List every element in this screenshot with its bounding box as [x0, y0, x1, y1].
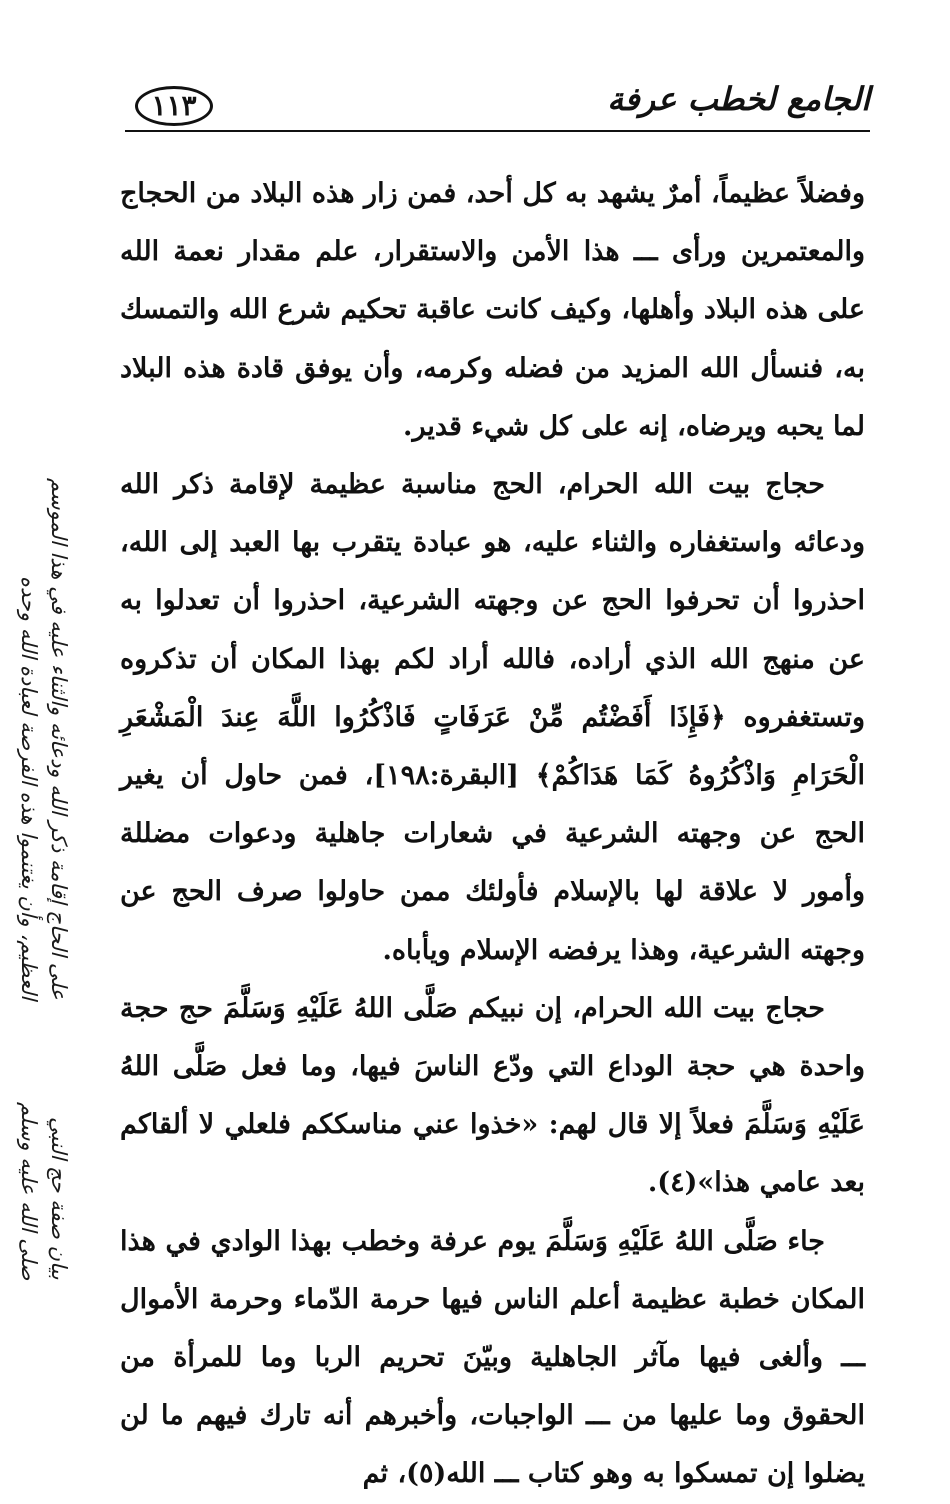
paragraph: جاء صَلَّى اللهُ عَلَيْهِ وَسَلَّمَ يوم عرفة وخطب بهذا الوادي في هذا المكان خطبة عظيمة أعلم الناس فيها حرمة الدّماء وحرمة الأموال ـــ وألغى فيها مآثر الجاهلية وبيّنَ تحريم الربا وما للمرأة من الحقوق وما عليها من ـــ الواجبات، وأخبرهم أنه تارك فيهم ما لن يضلوا إن تمسكوا به وهو كتاب ـــ الله(٥)، ثم: [120, 1225, 865, 1490]
margin-note: [14, 1035, 74, 1280]
margin-note-line: بيان صفة حج النبي: [47, 1117, 71, 1280]
main-text: [120, 165, 865, 1504]
page-number: ١١٣: [135, 86, 213, 126]
margin-note-line: صلى الله عليه وسلم: [17, 1101, 41, 1280]
margin-note-line: العظيم، وأن يغتنموا هذه الفرصة لعبادة الله وحده: [17, 575, 41, 1000]
margin-note-line: على الحاج إقامة ذكر الله ودعائه والثناء عليه في هذا الموسم: [47, 478, 71, 1000]
margin-note: [14, 440, 74, 1000]
paragraph: حجاج بيت الله الحرام، إن نبيكم صَلَّى اللهُ عَلَيْهِ وَسَلَّمَ حج حجة واحدة هي حجة الوداع التي ودّع الناسَ فيها، وما فعل صَلَّى اللهُ عَلَيْهِ وَسَلَّمَ فعلاً إلا قال لهم: «خذوا عني مناسككم فلعلي لا ألقاكم بعد عامي هذا»(٤).: [120, 992, 865, 1199]
book-title: الجامع لخطب عرفة: [607, 80, 870, 118]
paragraph: حجاج بيت الله الحرام، الحج مناسبة عظيمة لإقامة ذكر الله ودعائه واستغفاره والثناء عليه، هو عبادة يتقرب بها العبد إلى الله، احذروا أن تحرفوا الحج عن وجهته الشرعية، احذروا أن تعدلوا به عن منهج الله الذي أراده، فالله أراد لكم بهذا المكان أن تذكروه وتستغفروه ﴿فَإِذَا أَفَضْتُم مِّنْ عَرَفَاتٍ فَاذْكُرُوا اللَّهَ عِندَ الْمَشْعَرِ الْحَرَامِ وَاذْكُرُوهُ كَمَا هَدَاكُمْ﴾ [البقرة:١٩٨]، فمن حاول أن يغير الحج عن وجهته الشرعية في شعارات جاهلية ودعوات مضللة وأمور لا علاقة لها بالإسلام فأولئك ممن حاولوا صرف الحج عن وجهته الشرعية، وهذا يرفضه الإسلام ويأباه.: [120, 469, 865, 966]
paragraph: وفضلاً عظيماً، أمرٌ يشهد به كل أحد، فمن زار هذه البلاد من الحجاج والمعتمرين ورأى ـــ هذا الأمن والاستقرار، علم مقدار نعمة الله على هذه البلاد وأهلها، وكيف كانت عاقبة تحكيم شرع الله والتمسك به، فنسأل الله المزيد من فضله وكرمه، وأن يوفق قادة هذه البلاد لما يحبه ويرضاه، إنه على كل شيء قدير.: [120, 178, 865, 442]
page-header: [125, 76, 870, 134]
header-divider: [125, 130, 870, 132]
